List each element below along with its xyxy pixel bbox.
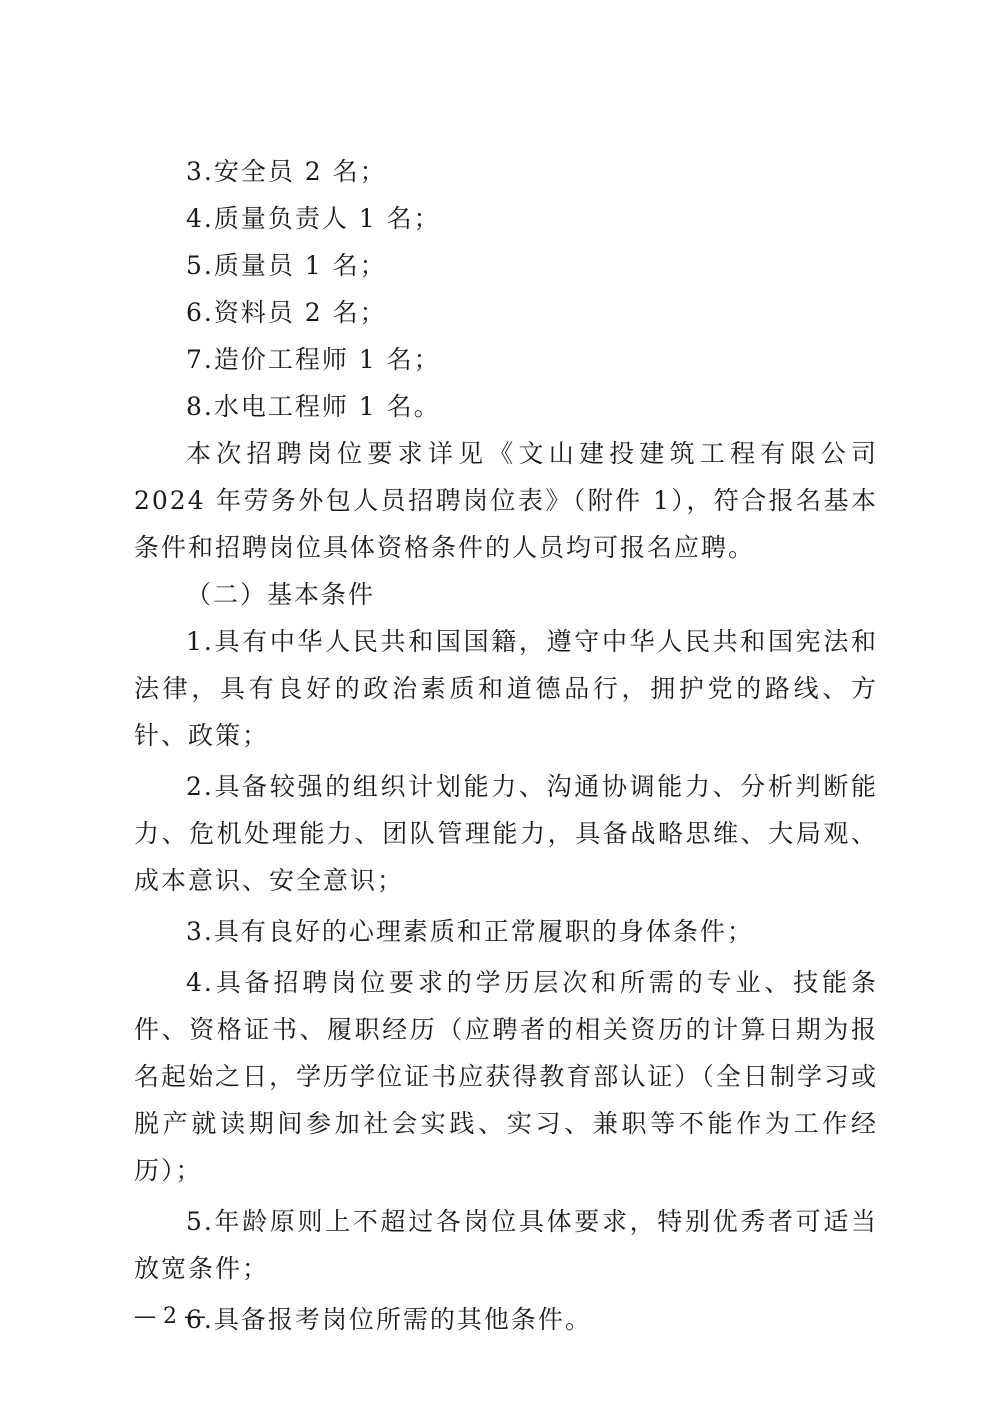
list-item: 3.安全员 2 名； — [186, 157, 387, 186]
list-item: 5.质量员 1 名； — [186, 251, 387, 280]
page-number: — 2 — — [134, 1304, 206, 1329]
section-heading: （二）基本条件 — [186, 580, 376, 609]
condition-paragraph: 3.具有良好的心理素质和正常履职的身体条件； — [186, 917, 754, 946]
list-item: 4.质量负责人 1 名； — [186, 204, 441, 233]
condition-paragraph: 4.具备招聘岗位要求的学历层次和所需的专业、技能条件、资格证书、履职经历（应聘者的相关资历的计算日期为报名起始之日，学历学位证书应获得教育部认证）（全日制学习或脱产就读期间参加社会实践、实习、兼职等不能作为工作经历）； — [134, 968, 878, 1185]
list-item: 8.水电工程师 1 名。 — [186, 392, 441, 421]
list-item: 6.资料员 2 名； — [186, 298, 387, 327]
document-body — [134, 148, 878, 1343]
list-item: 7.造价工程师 1 名； — [186, 345, 441, 374]
condition-paragraph: 5.年龄原则上不超过各岗位具体要求，特别优秀者可适当放宽条件； — [134, 1207, 878, 1283]
condition-paragraph: 6.具备报考岗位所需的其他条件。 — [186, 1305, 592, 1334]
condition-paragraph: 1.具有中华人民共和国国籍，遵守中华人民共和国宪法和法律，具有良好的政治素质和道德品行，拥护党的路线、方针、政策； — [134, 627, 878, 750]
requirements-paragraph: 本次招聘岗位要求详见《文山建投建筑工程有限公司 2024 年劳务外包人员招聘岗位表》（附件 1），符合报名基本条件和招聘岗位具体资格条件的人员均可报名应聘。 — [134, 439, 878, 562]
condition-paragraph: 2.具备较强的组织计划能力、沟通协调能力、分析判断能力、危机处理能力、团队管理能力，具备战略思维、大局观、成本意识、安全意识； — [134, 772, 878, 895]
